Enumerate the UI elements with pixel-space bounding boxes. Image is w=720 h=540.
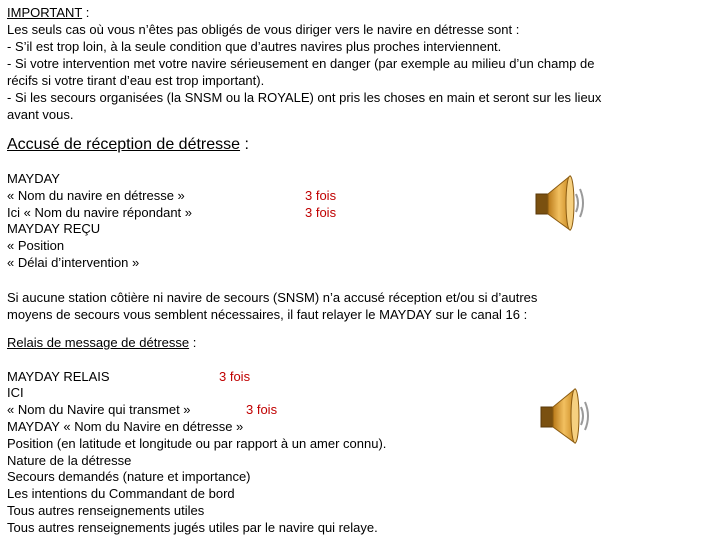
intro-line: Les seuls cas où vous n’êtes pas obligés de vous diriger vers le navire en détresse sont :	[7, 22, 520, 37]
relais-line: Secours demandés (nature et importance)	[7, 469, 251, 484]
intro-line: - Si les secours organisées (la SNSM ou la ROYALE) ont pris les choses en main et seront sur les lieux	[7, 90, 602, 105]
accuse-line: « Délai d’intervention »	[7, 255, 140, 270]
accuse-heading-suffix: :	[240, 136, 249, 153]
relais-line: Nature de la détresse	[7, 453, 132, 468]
accuse-repeat-count: 3 fois	[305, 205, 337, 220]
speaker-icon	[535, 385, 595, 447]
relais-repeat-count: 3 fois	[246, 402, 278, 417]
accuse-line: « Nom du navire en détresse »	[7, 188, 185, 203]
relay-note-line: moyens de secours vous semblent nécessaires, il faut relayer le MAYDAY sur le canal 16 :	[7, 307, 528, 322]
relais-heading-suffix: :	[189, 335, 197, 350]
relais-line: Les intentions du Commandant de bord	[7, 486, 235, 501]
accuse-heading-line	[7, 135, 249, 154]
intro-line: - Si votre intervention met votre navire sérieusement en danger (par exemple au milieu d’un champ de	[7, 56, 595, 71]
intro-line: avant vous.	[7, 107, 74, 122]
relais-heading: Relais de message de détresse	[7, 335, 190, 350]
important-title-suffix: :	[82, 5, 90, 20]
accuse-line: Ici « Nom du navire répondant »	[7, 205, 192, 220]
relais-line: MAYDAY RELAIS	[7, 369, 110, 384]
relais-line: ICI	[7, 385, 24, 400]
important-title: IMPORTANT	[7, 5, 83, 20]
relais-line: MAYDAY « Nom du Navire en détresse »	[7, 419, 244, 434]
relais-line: Position (en latitude et longitude ou par rapport à un amer connu).	[7, 436, 387, 451]
important-title-line	[7, 4, 89, 21]
relais-line: Tous autres renseignements utiles	[7, 503, 205, 518]
accuse-line: « Position	[7, 238, 65, 253]
accuse-line: MAYDAY REÇU	[7, 221, 101, 236]
intro-line: - S’il est trop loin, à la seule condition que d’autres navires plus proches interviennent.	[7, 39, 502, 54]
accuse-heading: Accusé de réception de détresse	[7, 136, 241, 153]
intro-line: récifs si votre tirant d’eau est trop important).	[7, 73, 265, 88]
accuse-line: MAYDAY	[7, 171, 60, 186]
accuse-repeat-count: 3 fois	[305, 188, 337, 203]
relais-line: Tous autres renseignements jugés utiles par le navire qui relaye.	[7, 520, 378, 535]
relais-line: « Nom du Navire qui transmet »	[7, 402, 191, 417]
speaker-icon	[530, 172, 590, 234]
relais-heading-line	[7, 334, 196, 351]
relais-repeat-count: 3 fois	[219, 369, 251, 384]
relay-note-line: Si aucune station côtière ni navire de secours (SNSM) n’a accusé réception et/ou si d’autres	[7, 290, 538, 305]
